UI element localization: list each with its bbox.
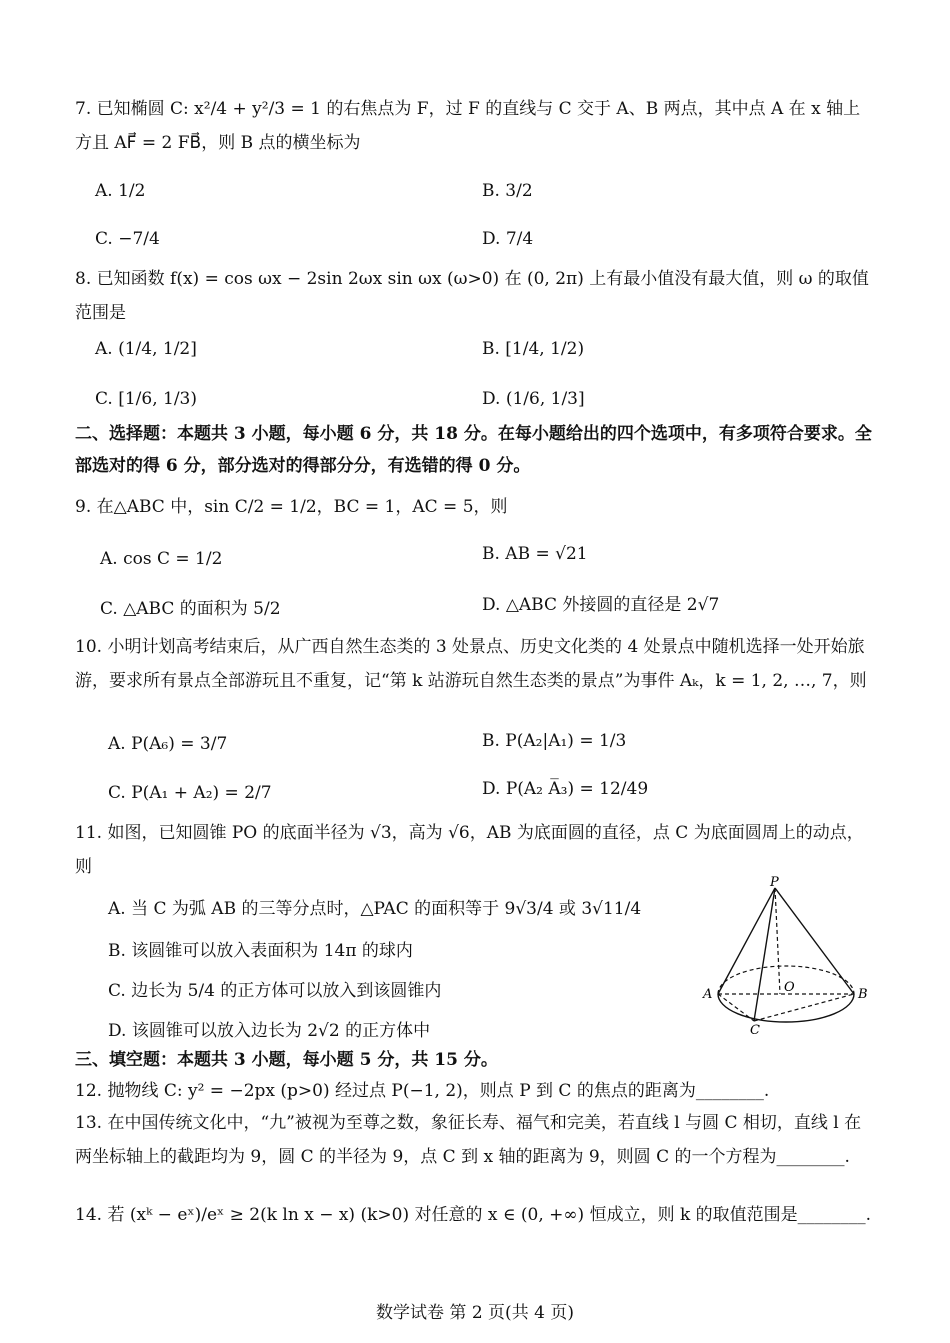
cone-height-po — [775, 888, 780, 994]
question-9-stem: 9. 在△ABC 中，sin C/2 = 1/2，BC = 1，AC = 5，则 — [75, 497, 508, 517]
question-13-text: 13. 在中国传统文化中，“九”被视为至尊之数，象征长寿、福气和完美，若直线 l 与圆 C 相切，直线 l 在两坐标轴上的截距均为 9，圆 C 的半径为 9，点 C 到 x 轴的距离为 9，则圆 C 的一个方程为________. — [75, 1113, 862, 1167]
label-a: A — [703, 987, 713, 1002]
question-9-option-c: C. △ABC 的面积为 5/2 — [100, 599, 281, 619]
question-7-option-b: B. 3/2 — [482, 181, 533, 201]
question-10-option-b: B. P(A₂|A₁) = 1/3 — [482, 731, 627, 751]
label-b: B — [858, 987, 868, 1002]
question-8-option-b: B. [1/4, 1/2) — [482, 339, 585, 359]
segment-ac — [718, 994, 754, 1021]
question-10-stem: 10. 小明计划高考结束后，从广西自然生态类的 3 处景点、历史文化类的 4 处景点中随机选择一处开始旅游，要求所有景点全部游玩且不重复，记“第 k 站游玩自然生态类的景点”为事件 Aₖ，k = 1, 2, …, 7，则 — [75, 637, 867, 691]
cone-figure — [698, 876, 878, 1036]
question-9-option-a: A. cos C = 1/2 — [100, 549, 223, 569]
question-7-option-c: C. −7/4 — [95, 229, 160, 249]
question-10-option-c: C. P(A₁ + A₂) = 2/7 — [108, 783, 272, 803]
question-9-option-d: D. △ABC 外接圆的直径是 2√7 — [482, 595, 720, 615]
question-8-stem: 8. 已知函数 f(x) = cos ωx − 2sin 2ωx sin ωx (ω>0) 在 (0, 2π) 上有最小值没有最大值，则 ω 的取值范围是 — [75, 269, 869, 323]
question-11-option-b: B. 该圆锥可以放入表面积为 14π 的球内 — [108, 941, 413, 961]
page-footer: 数学试卷 第 2 页(共 4 页) — [376, 1303, 574, 1323]
question-7-option-a: A. 1/2 — [95, 181, 146, 201]
question-8-option-a: A. (1/4, 1/2] — [95, 339, 197, 359]
question-10-option-a: A. P(A₆) = 3/7 — [108, 734, 228, 754]
question-9-option-b: B. AB = √21 — [482, 544, 588, 564]
question-11-option-d: D. 该圆锥可以放入边长为 2√2 的正方体中 — [108, 1021, 431, 1041]
section-fill-blank-header: 三、填空题：本题共 3 小题，每小题 5 分，共 15 分。 — [75, 1050, 498, 1070]
question-11-option-a: A. 当 C 为弧 AB 的三等分点时，△PAC 的面积等于 9√3/4 或 3√11/4 — [108, 899, 642, 919]
question-7-stem: 7. 已知椭圆 C: x²/4 + y²/3 = 1 的右焦点为 F，过 F 的直线与 C 交于 A、B 两点，其中点 A 在 x 轴上方且 AF⃗ = 2 FB⃗，则 B 点的横坐标为 — [75, 99, 861, 153]
question-10-option-d: D. P(A₂ A̅₃) = 12/49 — [482, 779, 649, 799]
question-11-stem: 11. 如图，已知圆锥 PO 的底面半径为 √3，高为 √6，AB 为底面圆的直径，点 C 为底面圆周上的动点，则 — [75, 823, 864, 877]
section-multiple-choice-header: 二、选择题：本题共 3 小题，每小题 6 分，共 18 分。在每小题给出的四个选项中，有多项符合要求。全部选对的得 6 分，部分选对的得部分分，有选错的得 0 分。 — [75, 424, 872, 476]
question-11-option-c: C. 边长为 5/4 的正方体可以放入到该圆锥内 — [108, 981, 442, 1001]
question-12-text: 12. 抛物线 C: y² = −2px (p>0) 经过点 P(−1, 2)，则点 P 到 C 的焦点的距离为________. — [75, 1081, 770, 1101]
question-8-option-c: C. [1/6, 1/3) — [95, 389, 197, 409]
label-p: P — [770, 876, 779, 890]
question-14-text: 14. 若 (xᵏ − eˣ)/eˣ ≥ 2(k ln x − x) (k>0) 对任意的 x ∈ (0, +∞) 恒成立，则 k 的取值范围是________. — [75, 1205, 872, 1225]
question-8-option-d: D. (1/6, 1/3] — [482, 389, 585, 409]
question-7-option-d: D. 7/4 — [482, 229, 534, 249]
base-ellipse-front — [718, 994, 854, 1022]
label-o: O — [784, 980, 795, 995]
segment-cb — [754, 994, 854, 1021]
label-c: C — [750, 1023, 760, 1036]
